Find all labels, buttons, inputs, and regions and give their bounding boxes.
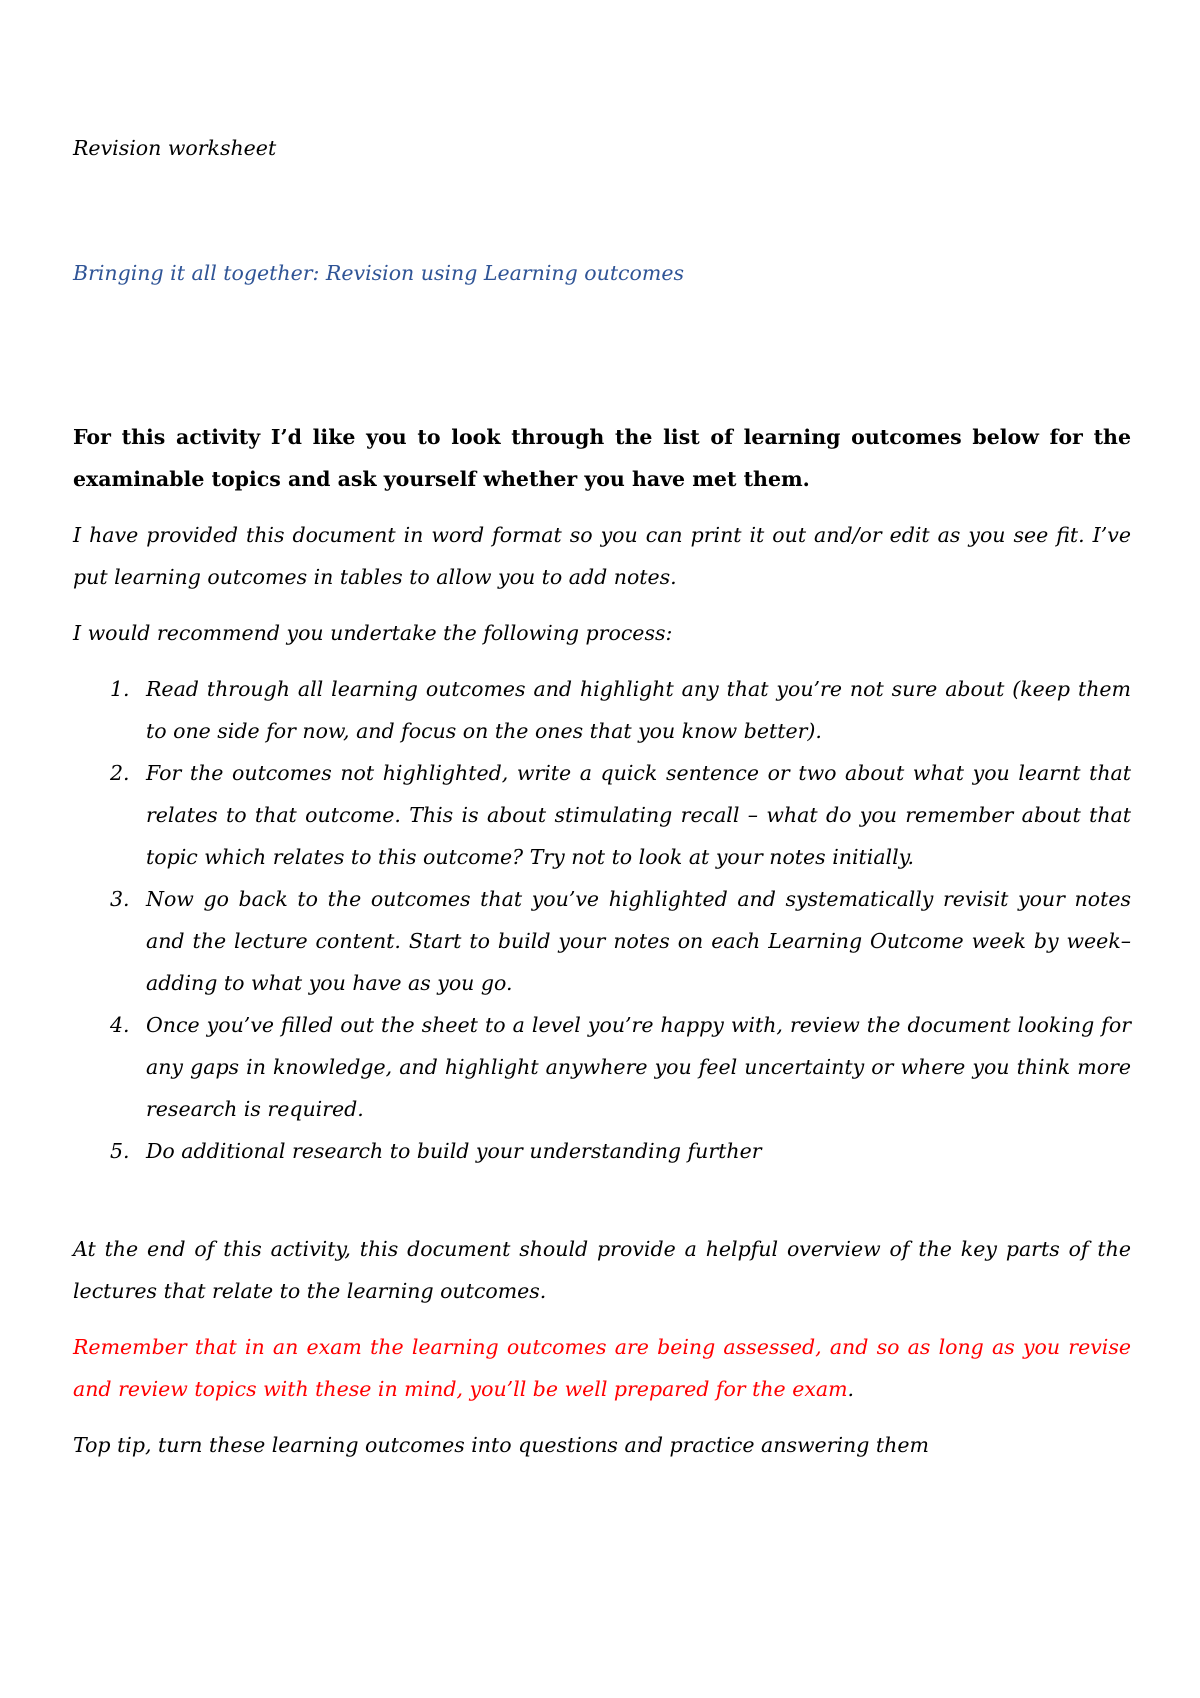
format-note-paragraph: I have provided this document in word format so you can print it out and/or edit as you see fit. I’ve put learning outcomes in tables to allow you to add notes.: [73, 523, 1131, 589]
document-subtitle: Bringing it all together: Revision using Learning outcomes: [73, 261, 684, 285]
step-number: 3.: [110, 887, 130, 911]
reminder-paragraph: [73, 1326, 1131, 1410]
document-label: Revision worksheet: [73, 136, 277, 160]
intro-paragraph: For this activity I’d like you to look through the list of learning outcomes below for the examinable topics and ask yourself whether you have met them.: [73, 425, 1131, 491]
process-lead-paragraph: I would recommend you undertake the following process:: [73, 621, 673, 645]
process-step: [73, 1004, 1131, 1130]
document-body: [73, 416, 1131, 1480]
step-text: Read through all learning outcomes and highlight any that you’re not sure about (keep them to one side for now, and focus on the ones that you know better).: [146, 677, 1131, 743]
step-text: Now go back to the outcomes that you’ve highlighted and systematically revisit your notes and the lecture content. Start to build your notes on each Learning Outcome week by week– adding to what you have as you go.: [146, 887, 1131, 995]
reminder-text: Remember that in an exam the learning outcomes are being assessed, and so as long as you revise and review topics with these in mind, you’ll be well prepared for the exam: [73, 1335, 1131, 1401]
step-text: Do additional research to build your understanding further: [146, 1139, 762, 1163]
process-step: [73, 752, 1131, 878]
step-text: For the outcomes not highlighted, write a quick sentence or two about what you learnt that relates to that outcome. This is about stimulating recall – what do you remember about that topic which relates to this outcome? Try not to look at your notes initially.: [146, 761, 1131, 869]
process-step: [73, 668, 1131, 752]
spacer: [73, 1172, 1131, 1228]
process-step: [73, 878, 1131, 1004]
step-number: 4.: [110, 1013, 130, 1037]
step-number: 2.: [110, 761, 130, 785]
reminder-period: .: [847, 1377, 855, 1401]
closing-paragraph: At the end of this activity, this document should provide a helpful overview of the key parts of the lectures that relate to the learning outcomes.: [73, 1237, 1131, 1303]
top-tip-paragraph: Top tip, turn these learning outcomes into questions and practice answering them: [73, 1433, 929, 1457]
step-text: Once you’ve filled out the sheet to a level you’re happy with, review the document looking for any gaps in knowledge, and highlight anywhere you feel uncertainty or where you think more research is required.: [146, 1013, 1131, 1121]
step-number: 1.: [110, 677, 130, 701]
step-number: 5.: [110, 1139, 130, 1163]
process-step: [73, 1130, 1131, 1172]
process-steps-list: [73, 668, 1131, 1172]
